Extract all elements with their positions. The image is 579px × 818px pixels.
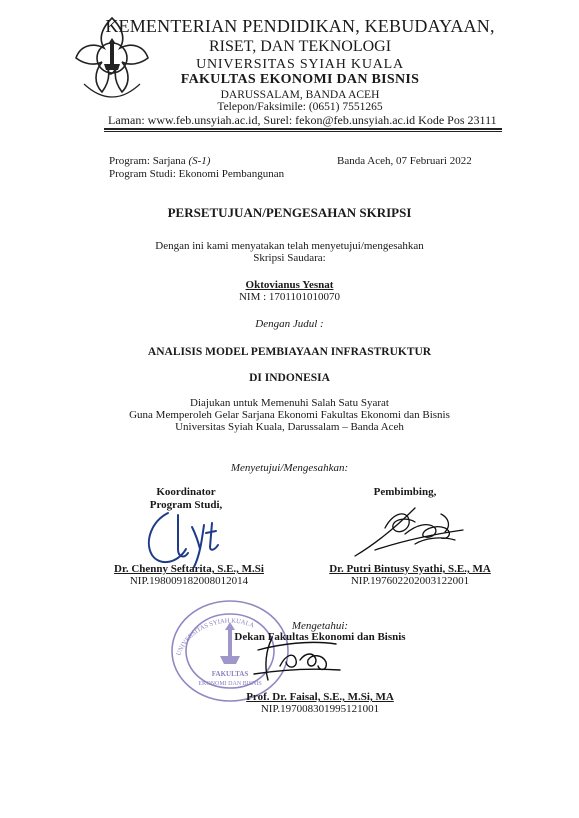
stamp-arc-text: UNIVERSITAS SYIAH KUALA xyxy=(175,617,256,657)
address: DARUSSALAM, BANDA ACEH xyxy=(220,89,380,101)
dekan-nip: NIP.197008301995121001 xyxy=(260,703,380,715)
judul-label: Dengan Judul : xyxy=(255,318,324,330)
program-line xyxy=(109,155,210,167)
koordinator-name: Dr. Chenny Seftarita, S.E., M.Si xyxy=(114,563,264,575)
purpose-line-2: Guna Memperoleh Gelar Sarjana Ekonomi Fakultas Ekonomi dan Bisnis xyxy=(129,409,450,421)
mengetahui-label: Mengetahui: xyxy=(291,620,349,632)
pembimbing-nip: NIP.197602202003122001 xyxy=(350,575,470,587)
koordinator-label-2: Program Studi, xyxy=(149,499,223,511)
intro-line-1: Dengan ini kami menyatakan telah menyetujui/mengesahkan xyxy=(155,240,424,252)
svg-text:FAKULTAS: FAKULTAS xyxy=(211,670,249,678)
dekan-signature xyxy=(250,630,345,685)
koordinator-signature xyxy=(138,505,233,570)
contact-line: Laman: www.feb.unsyiah.ac.id, Surel: fekon@feb.unsyiah.ac.id Kode Pos 23111 xyxy=(108,113,497,127)
pembimbing-label: Pembimbing, xyxy=(373,486,437,498)
pembimbing-signature xyxy=(345,494,475,566)
purpose-line-3: Universitas Syiah Kuala, Darussalam – Banda Aceh xyxy=(175,421,404,433)
student-name: Oktovianus Yesnat xyxy=(245,279,334,291)
thesis-title-line-2: DI INDONESIA xyxy=(249,372,330,384)
koordinator-nip: NIP.198009182008012014 xyxy=(129,575,249,587)
svg-text:EKONOMI DAN BISNIS: EKONOMI DAN BISNIS xyxy=(198,681,262,687)
letterhead-rule-thin xyxy=(104,131,502,132)
university-name: UNIVERSITAS SYIAH KUALA xyxy=(196,57,404,72)
intro-line-2: Skripsi Saudara: xyxy=(253,252,326,264)
purpose-line-1: Diajukan untuk Memenuhi Salah Satu Syarat xyxy=(190,397,389,409)
dekan-label: Dekan Fakultas Ekonomi dan Bisnis xyxy=(234,631,406,643)
ministry-name: KEMENTERIAN PENDIDIKAN, KEBUDAYAAN, xyxy=(105,16,495,36)
program-label: Program: Sarjana xyxy=(109,155,189,167)
approval-label: Menyetujui/Mengesahkan: xyxy=(230,462,349,474)
koordinator-label: Koordinator xyxy=(156,486,216,498)
phone: Telepon/Faksimile: (0651) 7551265 xyxy=(217,101,383,113)
ministry-subname: RISET, DAN TEKNOLOGI xyxy=(208,38,392,55)
study-program: Program Studi: Ekonomi Pembangunan xyxy=(109,168,285,180)
thesis-title-line-1: ANALISIS MODEL PEMBIAYAAN INFRASTRUKTUR xyxy=(147,346,432,358)
document-title: PERSETUJUAN/PENGESAHAN SKRIPSI xyxy=(167,205,412,220)
dekan-name: Prof. Dr. Faisal, S.E., M.Si, MA xyxy=(246,691,394,703)
document-date: Banda Aceh, 07 Februari 2022 xyxy=(337,155,472,167)
pembimbing-name: Dr. Putri Bintusy Syathi, S.E., MA xyxy=(329,563,491,575)
program-value: (S-1) xyxy=(188,155,211,167)
student-nim: NIM : 1701101010070 xyxy=(238,291,341,303)
faculty-name: FAKULTAS EKONOMI DAN BISNIS xyxy=(180,72,420,87)
letterhead-rule xyxy=(104,128,502,130)
